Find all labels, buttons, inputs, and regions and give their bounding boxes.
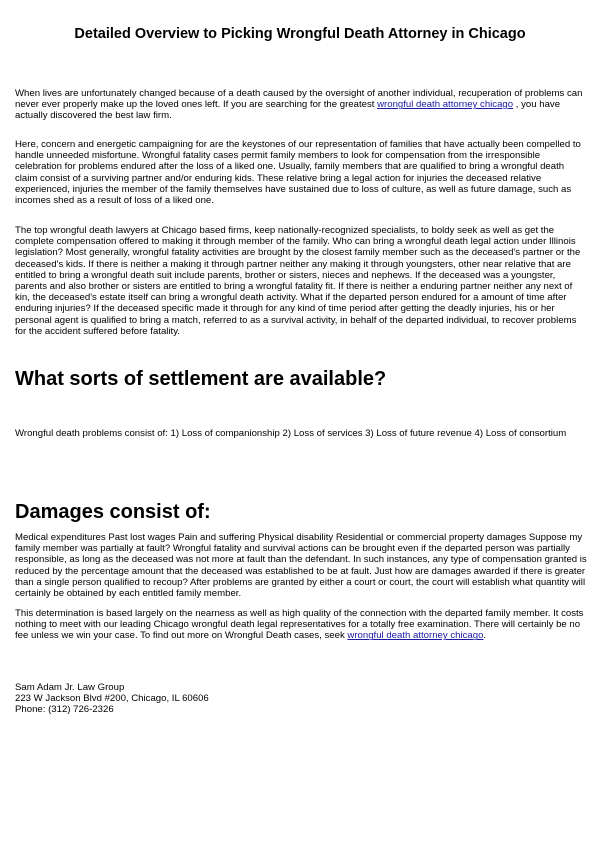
firm-street: 223 W Jackson Blvd #200, Chicago, IL 60606	[15, 693, 209, 705]
damages-paragraph: Medical expenditures Past lost wages Pain and suffering Physical disability Residential or commercial property damages Suppose my family member was partially at fault? Wrongful fatality and survival actions can be brought even if the departed person was partially responsible, as long as the deceased was not more at fault than the defendant. In such instances, any type of compensation granted is reduced by the percentage amount that the deceased was established to be at fault. Just how are damages awarded if there is greater than a single person qualified to recoup? After problems are granted by either a court or court, the court will establish what quantity will certainly be obtained by each entitled family member.	[15, 532, 587, 600]
intro-paragraph	[15, 88, 587, 122]
intro-text-end: , you have actually discovered the best law firm.	[15, 99, 561, 122]
determination-text-end: .	[483, 630, 487, 642]
settlement-paragraph: Wrongful death problems consist of: 1) Loss of companionship 2) Loss of services 3) Loss of future revenue 4) Loss of consortium	[15, 428, 567, 439]
determination-text: This determination is based largely on the nearness as well as high quality of the connection with the departed family member. It costs nothing to meet with our leading Chicago wrongful death legal representatives for a totally free examination. There will certainly be no fee unless we win your case. To find out more on Wrongful Death cases, seek	[15, 608, 584, 642]
page-title: Detailed Overview to Picking Wrongful Death Attorney in Chicago	[74, 26, 526, 42]
firm-phone: Phone: (312) 726-2326	[15, 704, 114, 716]
wrongful-death-attorney-link-2[interactable]: wrongful death attorney chicago	[347, 630, 484, 642]
intro-text: When lives are unfortunately changed because of a death caused by the oversight of another individual, recuperation of problems can never ever properly make up the loved ones left. If you are searching for the greatest	[15, 88, 583, 111]
determination-paragraph	[15, 608, 587, 642]
wrongful-death-attorney-link-1[interactable]: wrongful death attorney chicago	[377, 99, 514, 111]
firm-address-block	[15, 682, 209, 716]
representation-paragraph: Here, concern and energetic campaigning for are the keystones of our representation of families that have actually been compelled to handle unneeded misfortune. Wrongful fatality cases permit family members to look for compensation from the irresponsible celebration for problems endured after the loss of a liked one. Usually, family members that are qualified to bring a wrongful death claim consist of a surviving partner and/or enduring kids. These relative bring a legal action for injuries the deceased relative experienced, injuries the member of the family themselves have sustained due to loss of culture, as well as future damage, such as incomes shed as a result of loss of a liked one.	[15, 139, 581, 207]
firm-name: Sam Adam Jr. Law Group	[15, 682, 125, 693]
settlement-heading: What sorts of settlement are available?	[15, 368, 387, 390]
who-can-bring-paragraph: The top wrongful death lawyers at Chicago based firms, keep nationally-recognized specialists, to boldy seek as well as get the complete compensation offered to making it through member of the family. Who can bring a wrongful death legal action under Illinois legislation? Most generally, wrongful fatality activities are brought by the closest family member such as the deceased's partner or the deceased's kids. If there is neither a making it through partner neither any making it through youngsters, other near relative that are entitled to bring a wrongful death suit include parents, brother or sisters, nieces and nephews. If the deceased was a youngster, parents and also brother or sisters are entitled to bring a wrongful fatality fit. If there is neither a enduring partner neither any next of kin, the deceased's estate itself can bring a wrongful death activity. What if the departed person endured for a amount of time after enduring injuries? If the deceased specific made it through for any kind of time period after getting the deadly injuries, his or her personal agent is qualified to bring a match, referred to as a survival activity, in behalf of the departed individual, to recover problems for the accident suffered before fatality.	[15, 225, 581, 337]
damages-heading: Damages consist of:	[15, 501, 211, 523]
